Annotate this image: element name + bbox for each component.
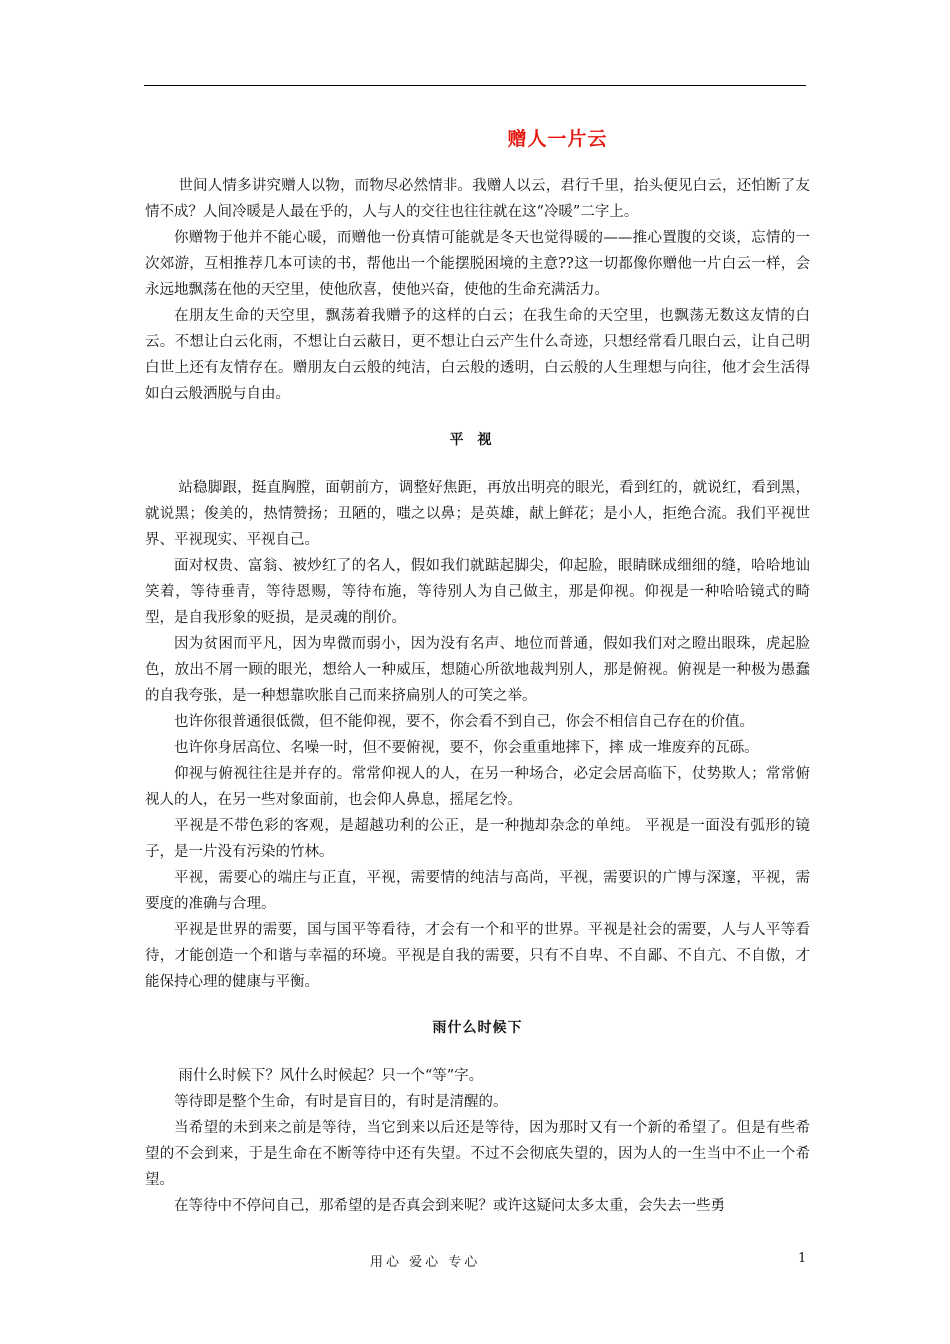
paragraph: 因为贫困而平凡，因为卑微而弱小，因为没有名声、地位而普通，假如我们对之瞪出眼珠，虎起脸色，放出不屑一顾的眼光，想给人一种威压，想随心所欲地裁判别人，那是俯视。俯视是一种极为愚蠢的自我夸张，是一种想靠吹胀自己而来挤扁别人的可笑之举。 xyxy=(145,636,810,704)
paragraph: 在朋友生命的天空里，飘荡着我赠予的这样的白云；在我生命的天空里，也飘荡无数这友情的白云。不想让白云化雨，不想让白云蔽日，更不想让白云产生什么奇迹，只想经常看几眼白云，让自己明白世上还有友情存在。赠朋友白云般的纯洁，白云般的透明，白云般的人生理想与向往，他才会生活得如白云般洒脱与自由。 xyxy=(145,308,810,402)
paragraph: 雨什么时候下？风什么时候起？只一个“等”字。 xyxy=(178,1068,484,1084)
paragraph: 你赠物于他并不能心暖，而赠他一份真情可能就是冬天也觉得暖的——推心置腹的交谈，忘情的一次郊游，互相推荐几本可读的书，帮他出一个能摆脱困境的主意??这一切都像你赠他一片白云一样，会永远地飘荡在他的天空里，使他欣喜，使他兴奋，使他的生命充满活力。 xyxy=(145,230,810,298)
paragraph: 等待即是整个生命，有时是盲目的，有时是清醒的。 xyxy=(174,1094,508,1110)
article-title-1: 赠人一片云 xyxy=(507,128,608,150)
paragraph: 仰视与俯视往往是并存的。常常仰视人的人，在另一种场合，必定会居高临下，仗势欺人；常常俯视人的人，在另一些对象面前，也会仰人鼻息，摇尾乞怜。 xyxy=(145,766,810,808)
paragraph: 也许你很普通很低微，但不能仰视，要不，你会看不到自己，你会不相信自己存在的价值。 xyxy=(174,714,754,730)
paragraph: 平视是不带色彩的客观，是超越功利的公正，是一种抛却杂念的单纯。 平视是一面没有弧形的镜子，是一片没有污染的竹林。 xyxy=(145,818,810,860)
paragraph: 在等待中不停问自己，那希望的是否真会到来呢？或许这疑问太多太重，会失去一些勇 xyxy=(174,1198,725,1214)
document-body xyxy=(145,118,810,1219)
paragraph: 平视是世界的需要，国与国平等看待，才会有一个和平的世界。平视是社会的需要，人与人平等看待，才能创造一个和谐与幸福的环境。平视是自我的需要，只有不自卑、不自鄙、不自亢、不自傲，才能保持心理的健康与平衡。 xyxy=(145,922,810,990)
header-rule xyxy=(144,85,806,86)
paragraph: 世间人情多讲究赠人以物，而物尽必然情非。我赠人以云，君行千里，抬头便见白云，还怕断了友情不成？人间冷暖是人最在乎的，人与人的交往也往往就在这“冷暖”二字上。 xyxy=(145,178,810,220)
article-title-3: 雨什么时候下 xyxy=(432,1020,523,1036)
article-title-2: 平视 xyxy=(449,432,506,448)
paragraph: 也许你身居高位、名噪一时，但不要俯视，要不，你会重重地摔下，摔 成一堆废弃的瓦砾。 xyxy=(174,740,759,756)
paragraph: 当希望的未到来之前是等待，当它到来以后还是等待，因为那时又有一个新的希望了。但是有些希望的不会到来，于是生命在不断等待中还有失望。不过不会彻底失望的，因为人的一生当中不止一个希望。 xyxy=(145,1120,810,1188)
footer-slogan: 用心 爱心 专心 xyxy=(370,1255,481,1270)
paragraph: 平视，需要心的端庄与正直，平视，需要情的纯洁与高尚，平视，需要识的广博与深邃，平视，需要度的准确与合理。 xyxy=(145,870,810,912)
page-number: 1 xyxy=(798,1251,807,1266)
paragraph: 面对权贵、富翁、被炒红了的名人，假如我们就踮起脚尖，仰起脸，眼睛眯成细细的缝，哈哈地讪笑着，等待垂青，等待恩赐，等待布施，等待别人为自己做主，那是仰视。仰视是一种哈哈镜式的畸型，是自我形象的贬损，是灵魂的削价。 xyxy=(145,558,810,626)
paragraph: 站稳脚跟，挺直胸膛，面朝前方，调整好焦距，再放出明亮的眼光，看到红的，就说红，看到黑，就说黑；俊美的，热情赞扬；丑陋的，嗤之以鼻；是英雄，献上鲜花；是小人，拒绝合流。我们平视世界、平视现实、平视自己。 xyxy=(145,480,810,548)
